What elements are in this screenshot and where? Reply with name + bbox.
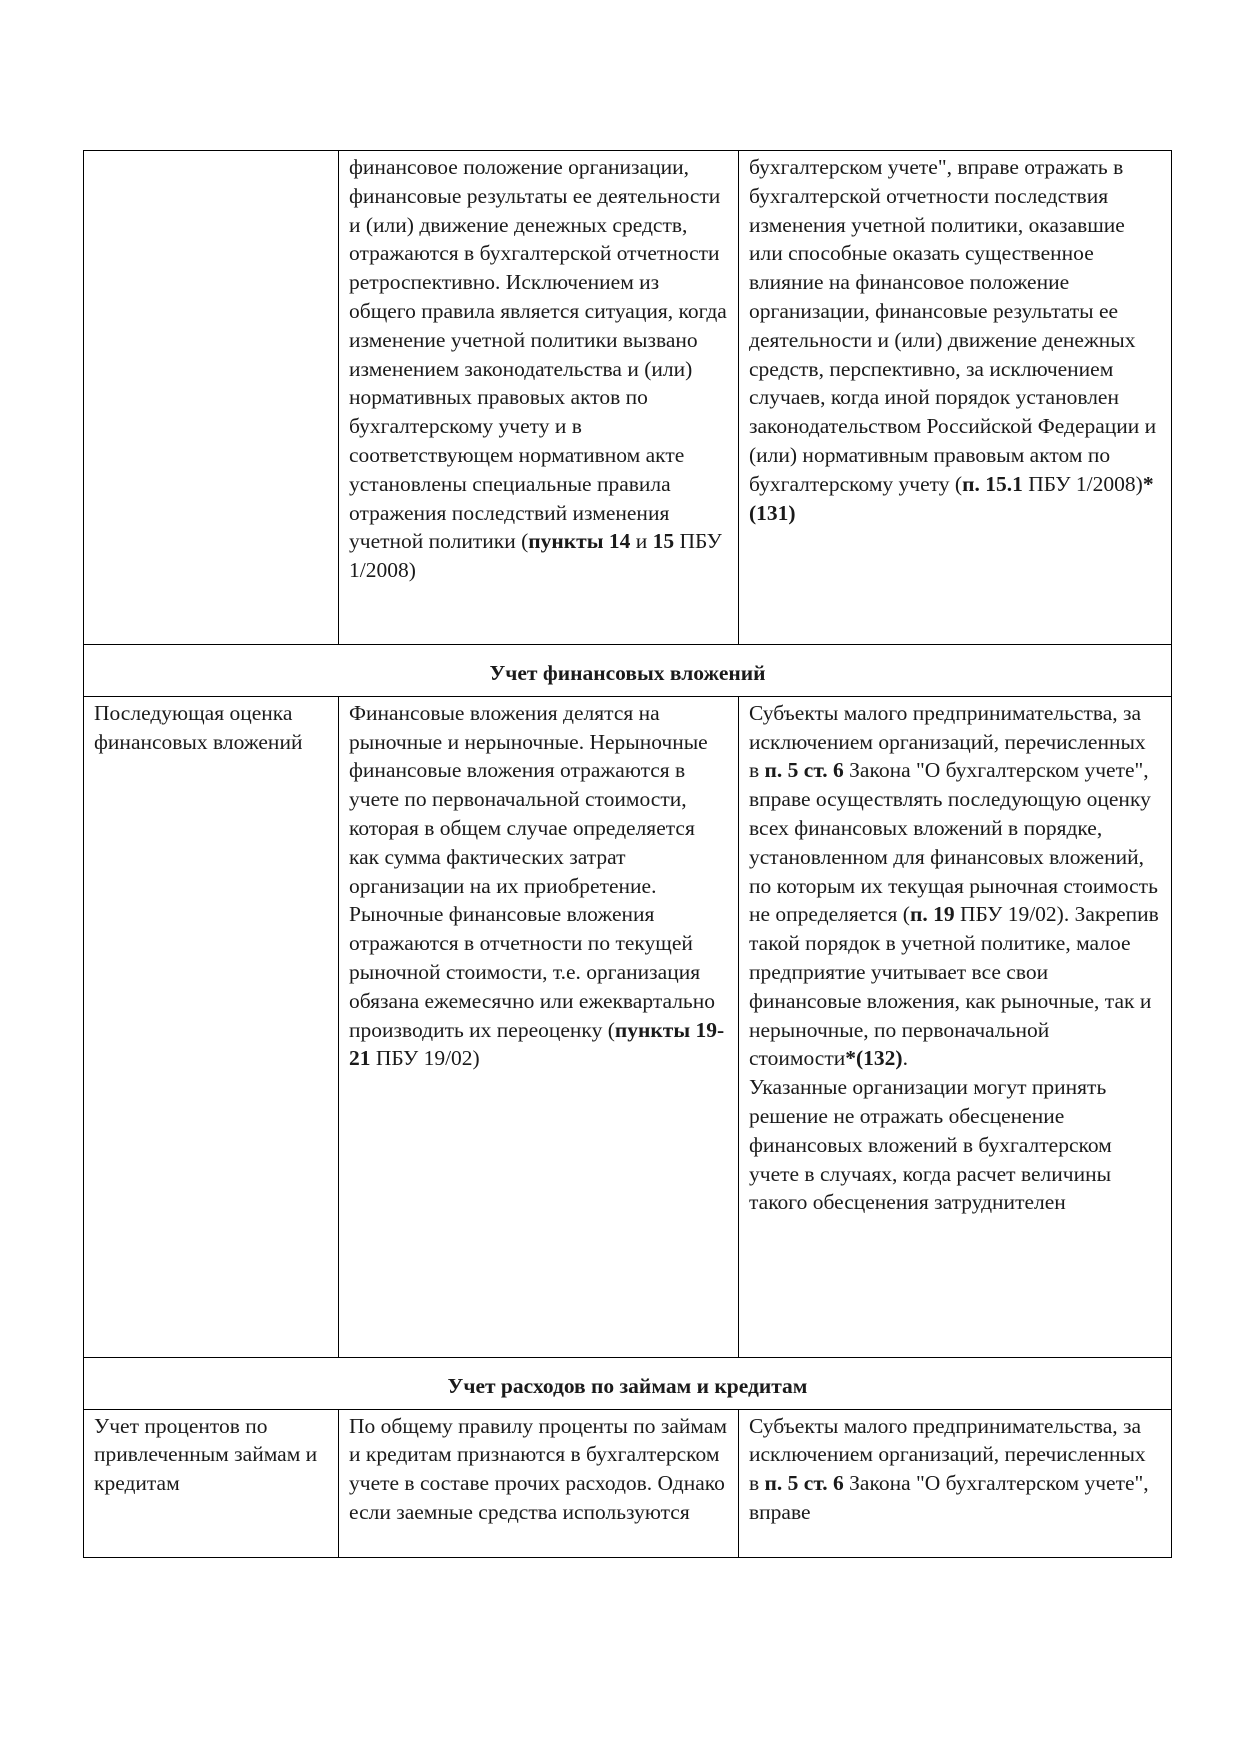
section-heading-financial-investments: Учет финансовых вложений <box>84 645 1172 697</box>
section-heading-loan-expenses: Учет расходов по займам и кредитам <box>84 1357 1172 1409</box>
section-row <box>84 645 1172 697</box>
table-row <box>84 1409 1172 1557</box>
row2-col3-paragraph2: Указанные организации могут принять решение не отражать обесценение финансовых вложений в бухгалтерском учете в случаях, когда расчет величины такого обесценения затруднителен <box>749 1075 1112 1215</box>
row2-col2: Финансовые вложения делятся на рыночные и нерыночные. Нерыночные финансовые вложения отражаются в учете по первоначальной стоимости, которая в общем случае определяется как сумма фактических затрат организации на их приобретение. Рыночные финансовые вложения отражаются в отчетности по текущей рыночной стоимости, т.е. организация обязана ежемесячно или ежеквартально производить их переоценку (пункты 19-21 ПБУ 19/02) <box>339 696 739 1357</box>
row3-col3: Субъекты малого предпринимательства, за исключением организаций, перечисленных в п. 5 ст. 6 Закона "О бухгалтерском учете", вправе <box>739 1409 1172 1557</box>
section-row <box>84 1357 1172 1409</box>
row1-col1 <box>84 151 339 645</box>
table-row <box>84 151 1172 645</box>
row1-col2: финансовое положение организации, финансовые результаты ее деятельности и (или) движение денежных средств, отражаются в бухгалтерской отчетности ретроспективно. Исключением из общего правила является ситуация, когда изменение учетной политики вызвано изменением законодательства и (или) нормативных правовых актов по бухгалтерскому учету и в соответствующем нормативном акте установлены специальные правила отражения последствий изменения учетной политики (пункты 14 и 15 ПБУ 1/2008) <box>339 151 739 645</box>
row3-col2: По общему правилу проценты по займам и кредитам признаются в бухгалтерском учете в составе прочих расходов. Однако если заемные средства используются <box>339 1409 739 1557</box>
row3-col1: Учет процентов по привлеченным займам и кредитам <box>84 1409 339 1557</box>
row1-col3: бухгалтерском учете", вправе отражать в бухгалтерской отчетности последствия изменения учетной политики, оказавшие или способные оказать существенное влияние на финансовое положение организации, финансовые результаты ее деятельности и (или) движение денежных средств, перспективно, за исключением случаев, когда иной порядок установлен законодательством Российской Федерации и (или) нормативным правовым актом по бухгалтерскому учету (п. 15.1 ПБУ 1/2008)*(131) <box>739 151 1172 645</box>
document-page <box>83 150 1171 1558</box>
row2-col1: Последующая оценка финансовых вложений <box>84 696 339 1357</box>
table-row <box>84 696 1172 1357</box>
comparison-table <box>83 150 1172 1558</box>
row2-col3: Субъекты малого предпринимательства, за исключением организаций, перечисленных в п. 5 ст. 6 Закона "О бухгалтерском учете", вправе осуществлять последующую оценку всех финансовых вложений в порядке, установленном для финансовых вложений, по которым их текущая рыночная стоимость не определяется (п. 19 ПБУ 19/02). Закрепив такой порядок в учетной политике, малое предприятие учитывает все свои финансовые вложения, как рыночные, так и нерыночные, по первоначальной стоимости*(132). Указанные организации могут принять решение не отражать обесценение финансовых вложений в бухгалтерском учете в случаях, когда расчет величины такого обесценения затруднителен <box>739 696 1172 1357</box>
